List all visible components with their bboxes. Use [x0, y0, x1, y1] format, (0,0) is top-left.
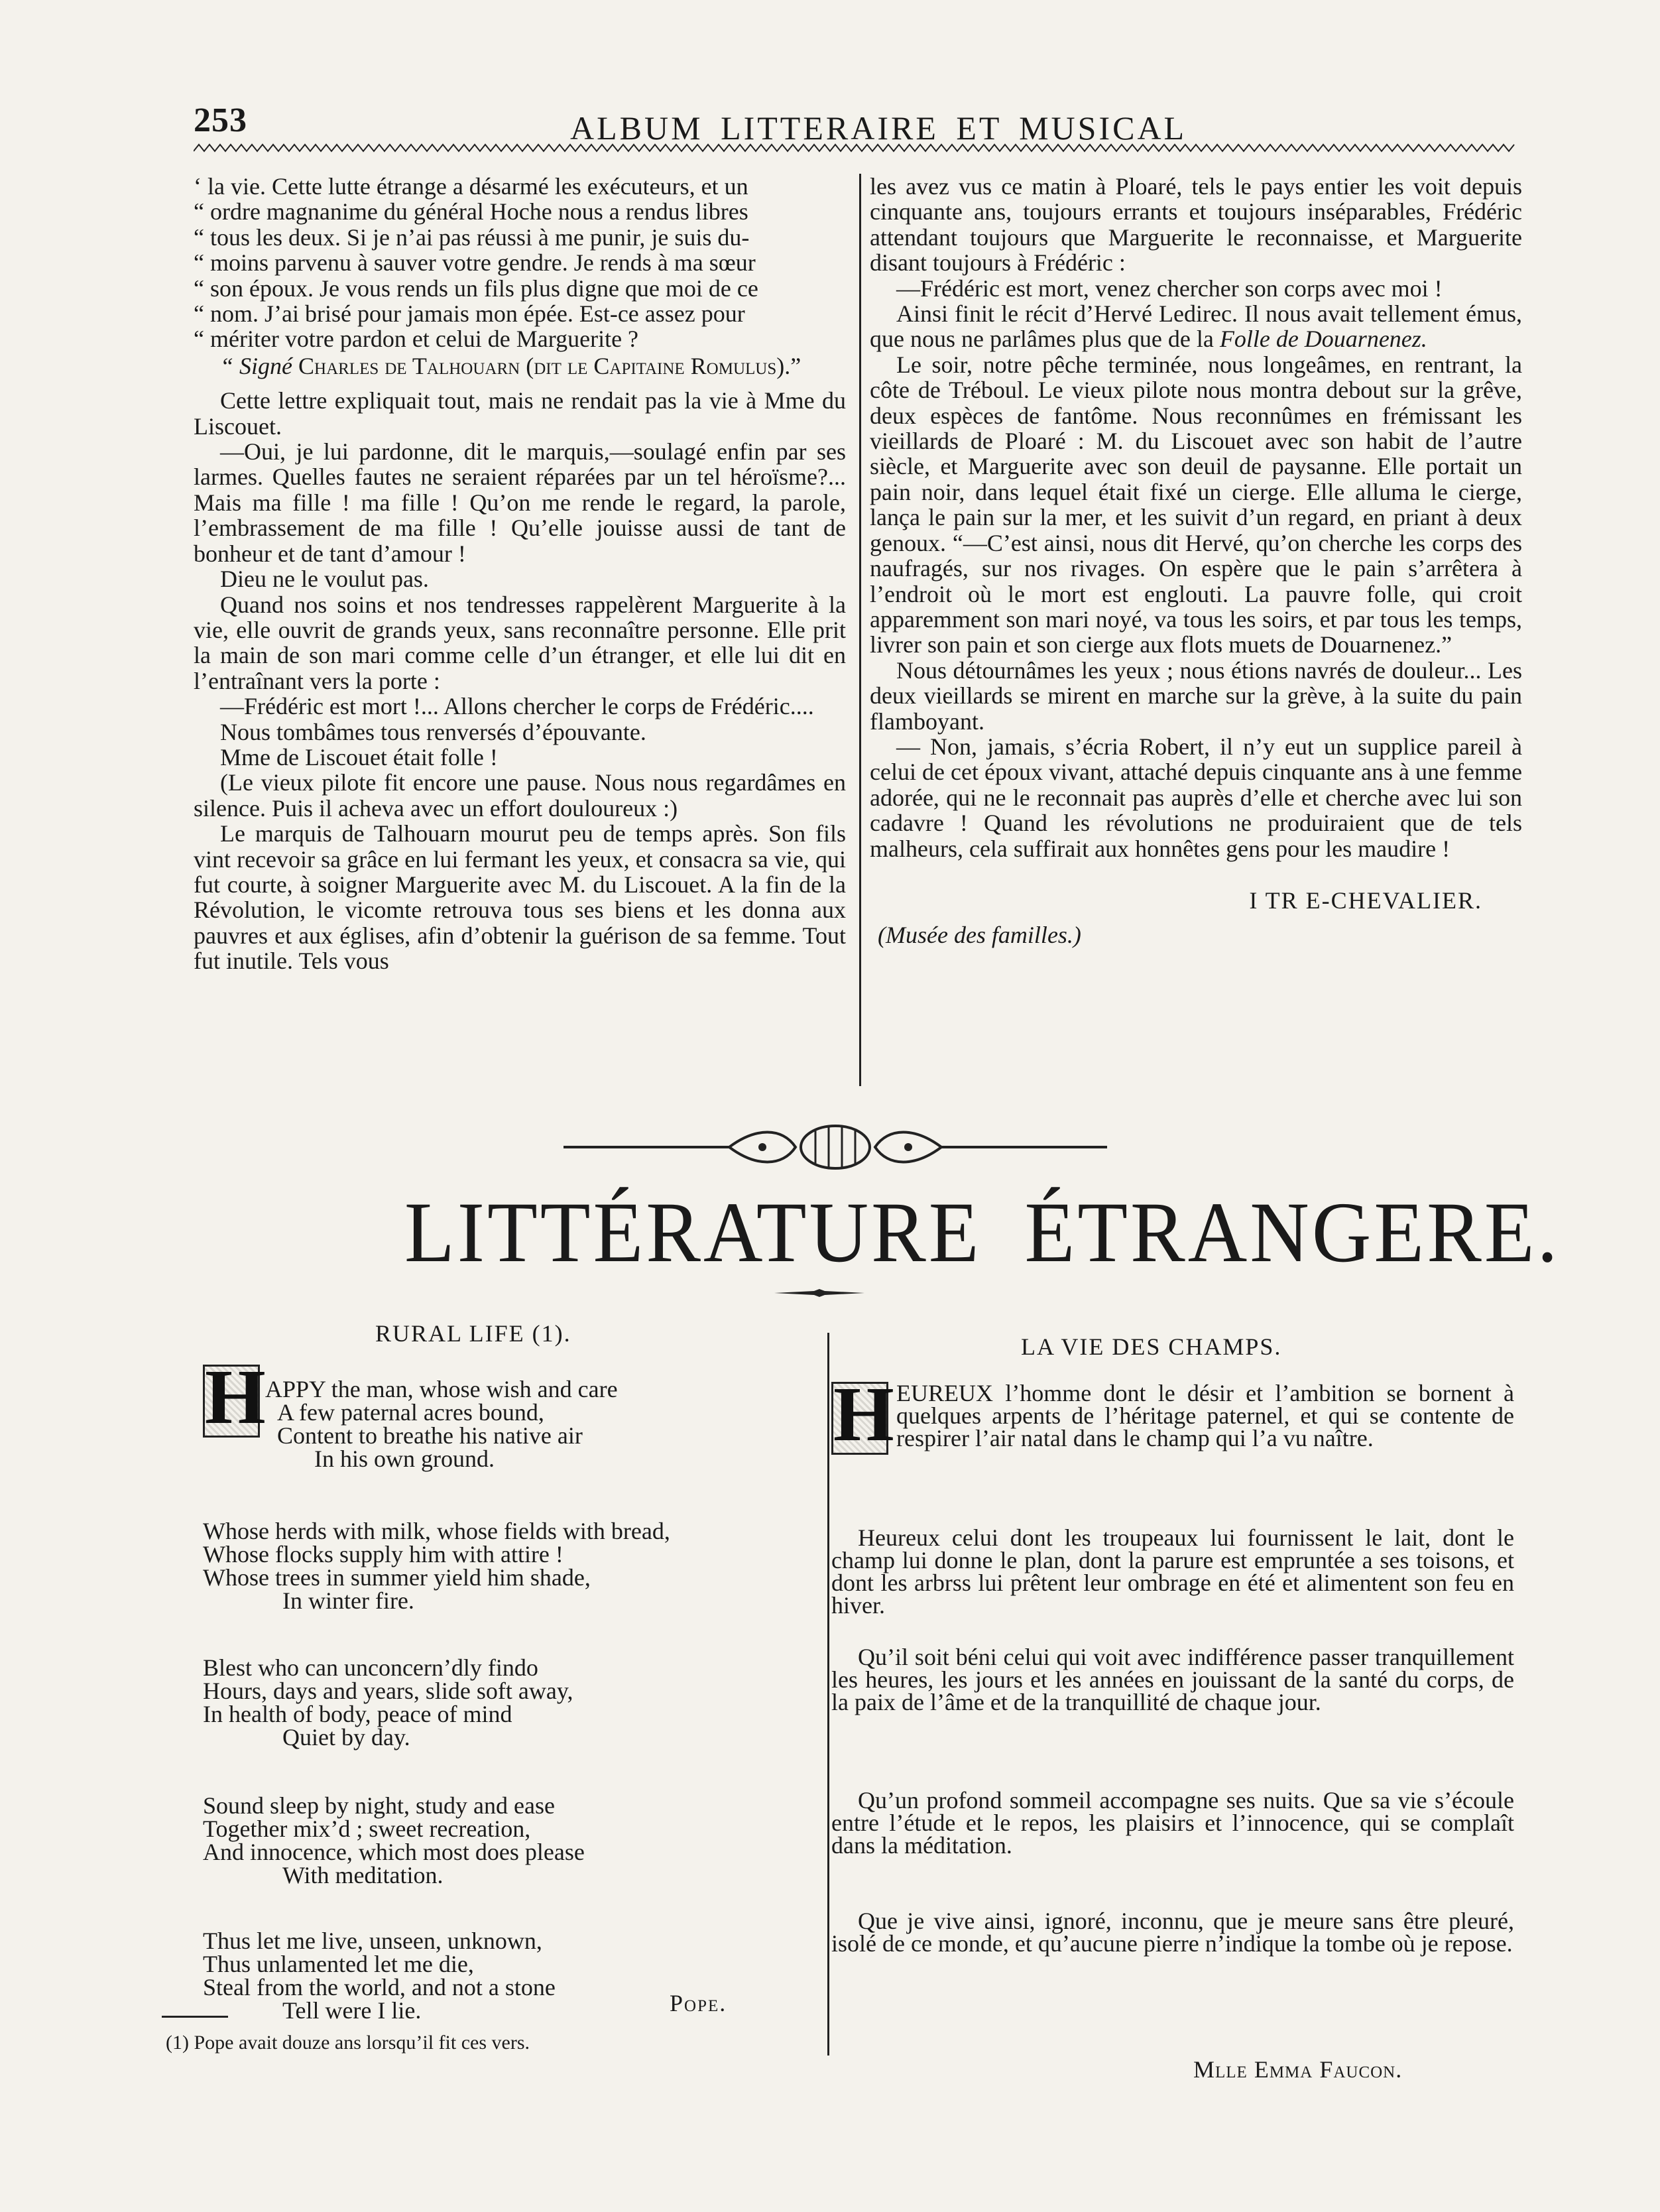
article-paragraph — [870, 301, 1522, 352]
poem-line: Steal from the world, and not a stone — [203, 1974, 556, 2000]
poem-en-dropcap: H — [203, 1365, 260, 1438]
poem-line: In health of body, peace of mind — [203, 1701, 512, 1727]
article-paragraph: Le marquis de Talhouarn mourut peu de temps après. Son fils vint recevoir sa grâce en lui fermant les yeux, et consacra sa vie, qui fut courte, à soigner Marguerite avec M. du Liscouet. A la fin de la Révolution, le vicomte retrouva tous ses biens et les donna aux pauvres et aux églises, afin d’obtenir la guérison de sa femme. Tout fut inutile. Tels vous — [194, 820, 846, 975]
poem-line: Thus let me live, unseen, unknown, — [203, 1928, 542, 1954]
poem-line: Thus unlamented let me die, — [203, 1951, 474, 1977]
poem-stanza — [203, 1930, 556, 2022]
article-paragraph: Le soir, notre pêche terminée, nous longeâmes, en rentrant, la côte de Tréboul. Le vieux pilote nous montra debout sur la grêve, deux espèces de fantôme. Nous reconnûmes en frémissant les vieillards de Ploaré : M. du Liscouet avec son habit de l’autre siècle, et Marguerite avec son deuil de paysanne. Elle portait un pain noir, dans lequel était fixé un cierge. Elle alluma le cierge, lança le pain sur la mer, et les suivit d’un regard, en priant à deux genoux. “—C’est ainsi, nous dit Hervé, qu’on cherche les corps des naufragés, sur nos rivages. On espère que le pain s’arrêtera à l’endroit où le mort est englouti. La pauvre folle, qui croit apparemment son mari noyé, va tous les soirs, et par tous les temps, livrer son pain et son cierge aux flots muets de Douarnenez.” — [870, 351, 1522, 658]
article-paragraph: Cette lettre expliquait tout, mais ne rendait pas la vie à Mme du Liscouet. — [194, 387, 846, 440]
signature-alias: (dit le Capitaine Romulus).” — [526, 352, 801, 379]
article-paragraph: —Frédéric est mort, venez chercher son corps avec moi ! — [896, 275, 1443, 302]
poem-stanza — [265, 1378, 618, 1471]
poem-line: And innocence, which most does please — [203, 1839, 585, 1865]
poem-line: Quiet by day. — [282, 1724, 410, 1751]
poem-fr-dropcap: H — [831, 1382, 888, 1455]
poem-line: Tell were I lie. — [282, 1997, 422, 2024]
signature-signed: “ Signé — [220, 352, 293, 379]
letter-line: “ ordre magnanime du général Hoche nous a rendus libres — [194, 198, 748, 225]
poem-stanza — [203, 1656, 573, 1749]
article-paragraph: Quand nos soins et nos tendresses rappelèrent Marguerite à la vie, elle ouvrit de grands yeux, sans reconnaître personne. Elle prit la main de son mari comme celle d’un étranger, et elle lui dit en l’entraînant vers la porte : — [194, 591, 846, 694]
article-paragraph: Mme de Liscouet était folle ! — [220, 743, 498, 770]
poem-fr-first-paragraph — [831, 1382, 1514, 1452]
article-paragraph: Nous détournâmes les yeux ; nous étions navrés de douleur... Les deux vieillards se mirent en marche sur la grève, à la suite du pain flamboyant. — [870, 656, 1522, 735]
lead-word: EUREUX — [896, 1380, 993, 1406]
poem-line: In winter fire. — [282, 1587, 414, 1614]
poem-stanza — [203, 1520, 670, 1613]
poem-line: APPY the man, whose wish and care — [265, 1376, 618, 1402]
poem-fr-title: LA VIE DES CHAMPS. — [1021, 1333, 1282, 1360]
article-paragraph: —Oui, je lui pardonne, dit le marquis,—soulagé enfin par ses larmes. Quelles fautes ne seraient réparées par un tel héroïsme?... Mais ma fille ! ma fille ! Qu’on me rende le regard, la parole, l’embrassement de ma fille ! Qu’elle jouisse aussi de tant de bonheur et de tant d’amour ! — [194, 438, 846, 567]
poem-line: Blest who can unconcern’dly findo — [203, 1654, 538, 1681]
article-right-column — [870, 174, 1522, 948]
poem-line: In his own ground. — [314, 1445, 495, 1472]
footnote: (1) Pope avait douze ans lorsqu’il fit ces vers. — [166, 2032, 530, 2054]
ornament-divider — [563, 1121, 1107, 1174]
title-dash-rule — [774, 1289, 864, 1297]
poem-line: Content to breathe his native air — [277, 1422, 583, 1449]
poem-fr-paragraph: Qu’il soit béni celui qui voit avec indifférence passer tranquillement les heures, les jours et les années en jouissant de la santé du corps, de la paix de l’âme et de la tranquillité de chaque jour. — [831, 1644, 1514, 1715]
poem-line: Hours, days and years, slide soft away, — [203, 1678, 573, 1704]
dropcap-spacer — [831, 1382, 896, 1452]
article-paragraph: —Frédéric est mort !... Allons chercher le corps de Frédéric.... — [220, 693, 814, 720]
paragraph-italic: Folle de Douarnenez. — [1219, 326, 1427, 353]
article-source: (Musée des familles.) — [878, 922, 1081, 949]
paragraph-text: l’homme dont le désir et l’ambition se bornent à quelques arpents de l’héritage paternel, et qui se contente de respirer l’air natal dans le champ qui l’a vu naître. — [896, 1380, 1514, 1451]
article-column-divider — [859, 174, 861, 1086]
poem-line: Whose trees in summer yield him shade, — [203, 1564, 591, 1591]
poem-en-title: RURAL LIFE (1). — [375, 1320, 571, 1347]
header-zigzag-rule — [194, 142, 1517, 155]
signature-line — [194, 353, 846, 379]
letter-line: “ tous les deux. Si je n’ai pas réussi à me punir, je suis du- — [194, 223, 750, 251]
poem-line: Together mix’d ; sweet recreation, — [203, 1815, 531, 1842]
poem-fr-paragraph: Que je vive ainsi, ignoré, inconnu, que je meure sans être pleuré, isolé de ce monde, et qu’aucune pierre n’indique la tombe où je repose. — [831, 1908, 1514, 1957]
letter-line: “ mériter votre pardon et celui de Marguerite ? — [194, 326, 639, 353]
letter-line: “ moins parvenu à sauver votre gendre. Je rends à ma sœur — [194, 249, 756, 276]
poem-line: A few paternal acres bound, — [277, 1399, 544, 1426]
letter-line: “ nom. J’ai brisé pour jamais mon épée. Est-ce assez pour — [194, 300, 745, 328]
article-paragraph: — Non, jamais, s’écria Robert, il n’y eut un supplice pareil à celui de cet époux vivant, attaché depuis cinquante ans à une femme adorée, qui ne le reconnait pas auprès d’elle et cherche avec lui son cadavre ! Quand les révolutions ne produiraient que de tels malheurs, cela suffirait aux honnêtes gens pour les maudire ! — [870, 733, 1522, 862]
paragraph-text: Ainsi finit le récit d’Hervé Ledirec. Il nous avait tellement émus, que nous ne parlâmes plus que de la — [870, 300, 1522, 353]
poem-en-author: Pope. — [670, 1990, 727, 2016]
article-left-column — [194, 174, 846, 974]
poem-line: Sound sleep by night, study and ease — [203, 1792, 555, 1819]
poem-column-divider — [827, 1333, 829, 2056]
article-paragraph: les avez vus ce matin à Ploaré, tels le pays entier les voit depuis cinquante ans, toujours errants et toujours inséparables, Frédéric attendant toujours que Marguerite le reconnaisse, et Marguerite disant toujours à Frédéric : — [870, 173, 1522, 276]
poem-fr-paragraph: Qu’un profond sommeil accompagne ses nuits. Que sa vie s’écoule entre l’étude et le repos, les plaisirs et l’innocence, qui se complaît dans la méditation. — [831, 1787, 1514, 1859]
article-paragraph: Dieu ne le voulut pas. — [220, 566, 429, 593]
article-paragraph: (Le vieux pilote fit encore une pause. Nous nous regardâmes en silence. Puis il acheva avec un effort douloureux :) — [194, 769, 846, 822]
poem-fr-paragraph: Heureux celui dont les troupeaux lui fournissent le lait, dont le champ lui donne le plan, dont la parure est empruntée a ses toisons, et dont les arbrss lui prêtent leur ombrage en été et alimentent son feu en hiver. — [831, 1524, 1514, 1619]
letter-line: ‘ la vie. Cette lutte étrange a désarmé les exécuteurs, et un — [194, 173, 748, 200]
footnote-rule — [162, 2016, 228, 2018]
poem-line: Whose flocks supply him with attire ! — [203, 1541, 563, 1567]
signature-name: Charles de Talhouarn — [298, 352, 520, 379]
poem-stanza — [203, 1794, 585, 1887]
section-title: LITTÉRATURE ÉTRANGERE. — [404, 1184, 1561, 1280]
poem-line: With meditation. — [282, 1862, 444, 1888]
article-paragraph: Nous tombâmes tous renversés d’épouvante. — [220, 718, 646, 745]
article-author: I TR E-CHEVALIER. — [1249, 887, 1482, 914]
journal-title: ALBUM LITTERAIRE ET MUSICAL — [570, 109, 1187, 147]
poem-line: Whose herds with milk, whose fields with bread, — [203, 1518, 670, 1544]
letter-line: “ son époux. Je vous rends un fils plus digne que moi de ce — [194, 275, 758, 302]
page-number: 253 — [194, 101, 247, 139]
poem-fr-author: Mlle Emma Faucon. — [1193, 2056, 1403, 2083]
